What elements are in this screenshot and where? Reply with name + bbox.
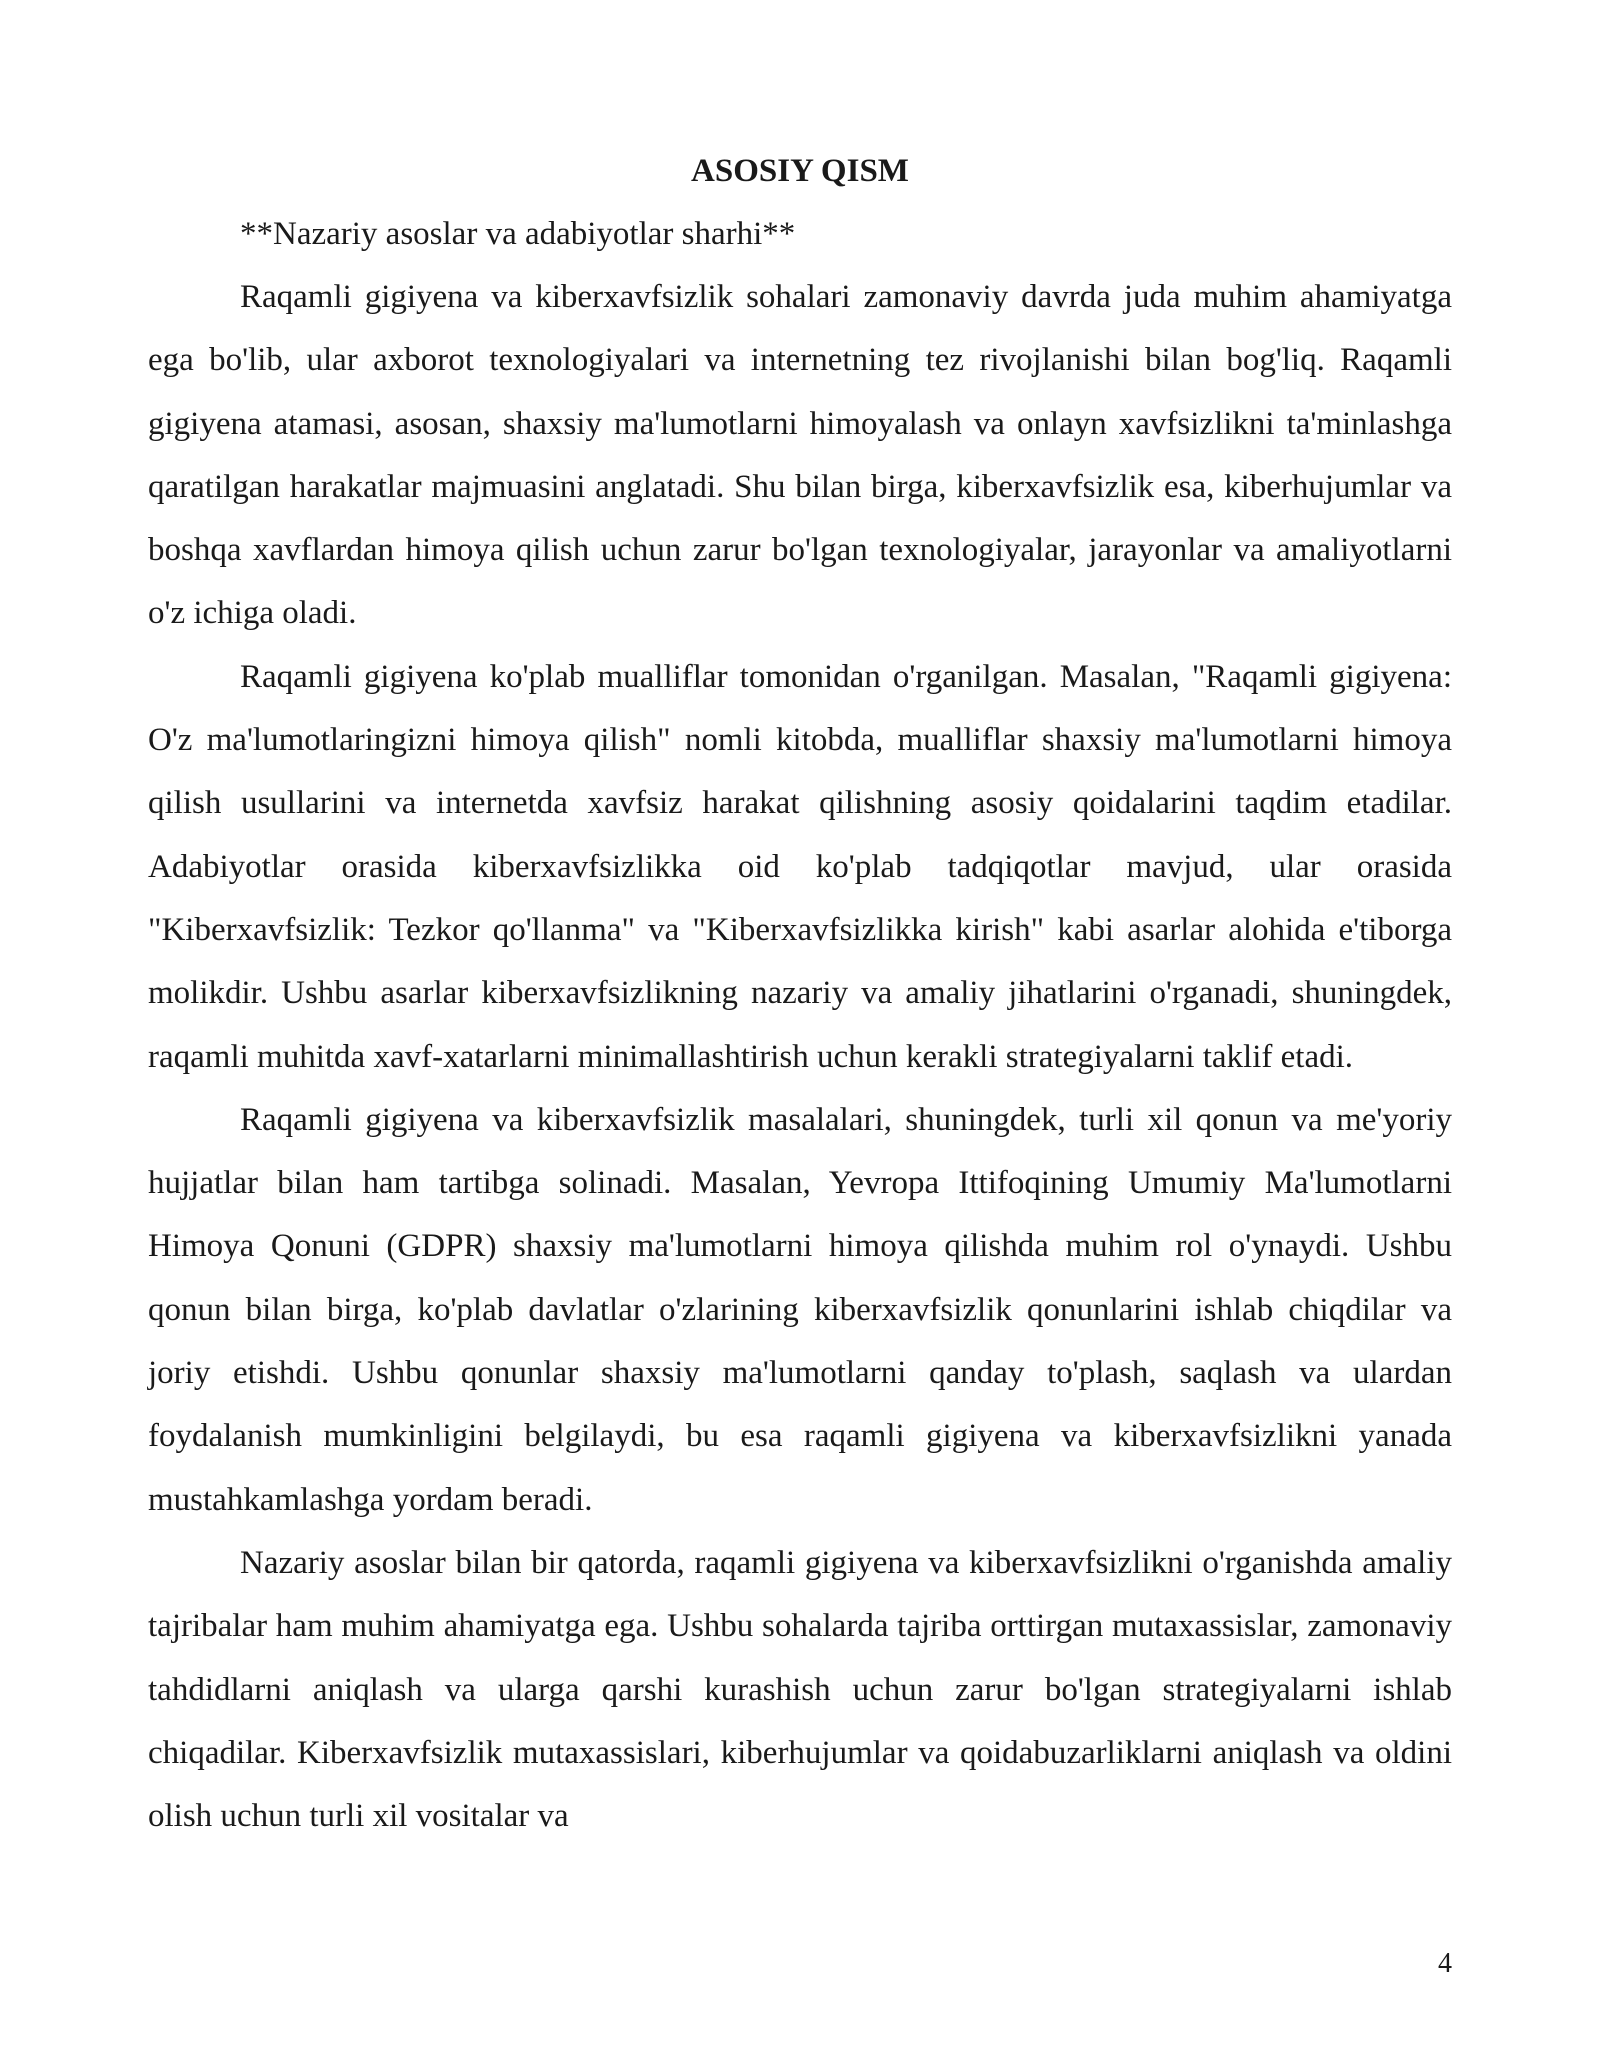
body-paragraph-2: Raqamli gigiyena ko'plab mualliflar tomonidan o'rganilgan. Masalan, "Raqamli gigiyena: O'z ma'lumotlaringizni himoya qilish" nomli kitobda, mualliflar shaxsiy ma'lumotlarni himoya qilish usullarini va internetda xavfsiz harakat qilishning asosiy qoidalarini taqdim etadilar. Adabiyotlar orasida kiberxavfsizlikka oid ko'plab tadqiqotlar mavjud, ular orasida "Kiberxavfsizlik: Tezkor qo'llanma" va "Kiberxavfsizlikka kirish" kabi asarlar alohida e'tiborga molikdir. Ushbu asarlar kiberxavfsizlikning nazariy va amaliy jihatlarini o'rganadi, shuningdek, raqamli muhitda xavf-xatarlarni minimallashtirish uchun kerakli strategiyalarni taklif etadi. bbox=[148, 658, 1452, 1075]
section-subheading: **Nazariy asoslar va adabiyotlar sharhi** bbox=[240, 216, 796, 252]
section-heading: ASOSIY QISM bbox=[691, 153, 909, 189]
page-number: 4 bbox=[1438, 1948, 1452, 1979]
body-paragraph-1: Raqamli gigiyena va kiberxavfsizlik sohalari zamonaviy davrda juda muhim ahamiyatga ega bo'lib, ular axborot texnologiyalari va internetning tez rivojlanishi bilan bog'liq. Raqamli gigiyena atamasi, asosan, shaxsiy ma'lumotlarni himoyalash va onlayn xavfsizlikni ta'minlashga qaratilgan harakatlar majmuasini anglatadi. Shu bilan birga, kiberxavfsizlik esa, kiberhujumlar va boshqa xavflardan himoya qilish uchun zarur bo'lgan texnologiyalar, jarayonlar va amaliyotlarni o'z ichiga oladi. bbox=[148, 279, 1452, 632]
document-page bbox=[148, 140, 1452, 1848]
body-paragraph-4: Nazariy asoslar bilan bir qatorda, raqamli gigiyena va kiberxavfsizlikni o'rganishda amaliy tajribalar ham muhim ahamiyatga ega. Ushbu sohalarda tajriba orttirgan mutaxassislar, zamonaviy tahdidlarni aniqlash va ularga qarshi kurashish uchun zarur bo'lgan strategiyalarni ishlab chiqadilar. Kiberxavfsizlik mutaxassislari, kiberhujumlar va qoidabuzarliklarni aniqlash va oldini olish uchun turli xil vositalar va bbox=[148, 1544, 1452, 1835]
body-paragraph-3: Raqamli gigiyena va kiberxavfsizlik masalalari, shuningdek, turli xil qonun va me'yoriy hujjatlar bilan ham tartibga solinadi. Masalan, Yevropa Ittifoqining Umumiy Ma'lumotlarni Himoya Qonuni (GDPR) shaxsiy ma'lumotlarni himoya qilishda muhim rol o'ynaydi. Ushbu qonun bilan birga, ko'plab davlatlar o'zlarining kiberxavfsizlik qonunlarini ishlab chiqdilar va joriy etishdi. Ushbu qonunlar shaxsiy ma'lumotlarni qanday to'plash, saqlash va ulardan foydalanish mumkinligini belgilaydi, bu esa raqamli gigiyena va kiberxavfsizlikni yanada mustahkamlashga yordam beradi. bbox=[148, 1101, 1452, 1518]
